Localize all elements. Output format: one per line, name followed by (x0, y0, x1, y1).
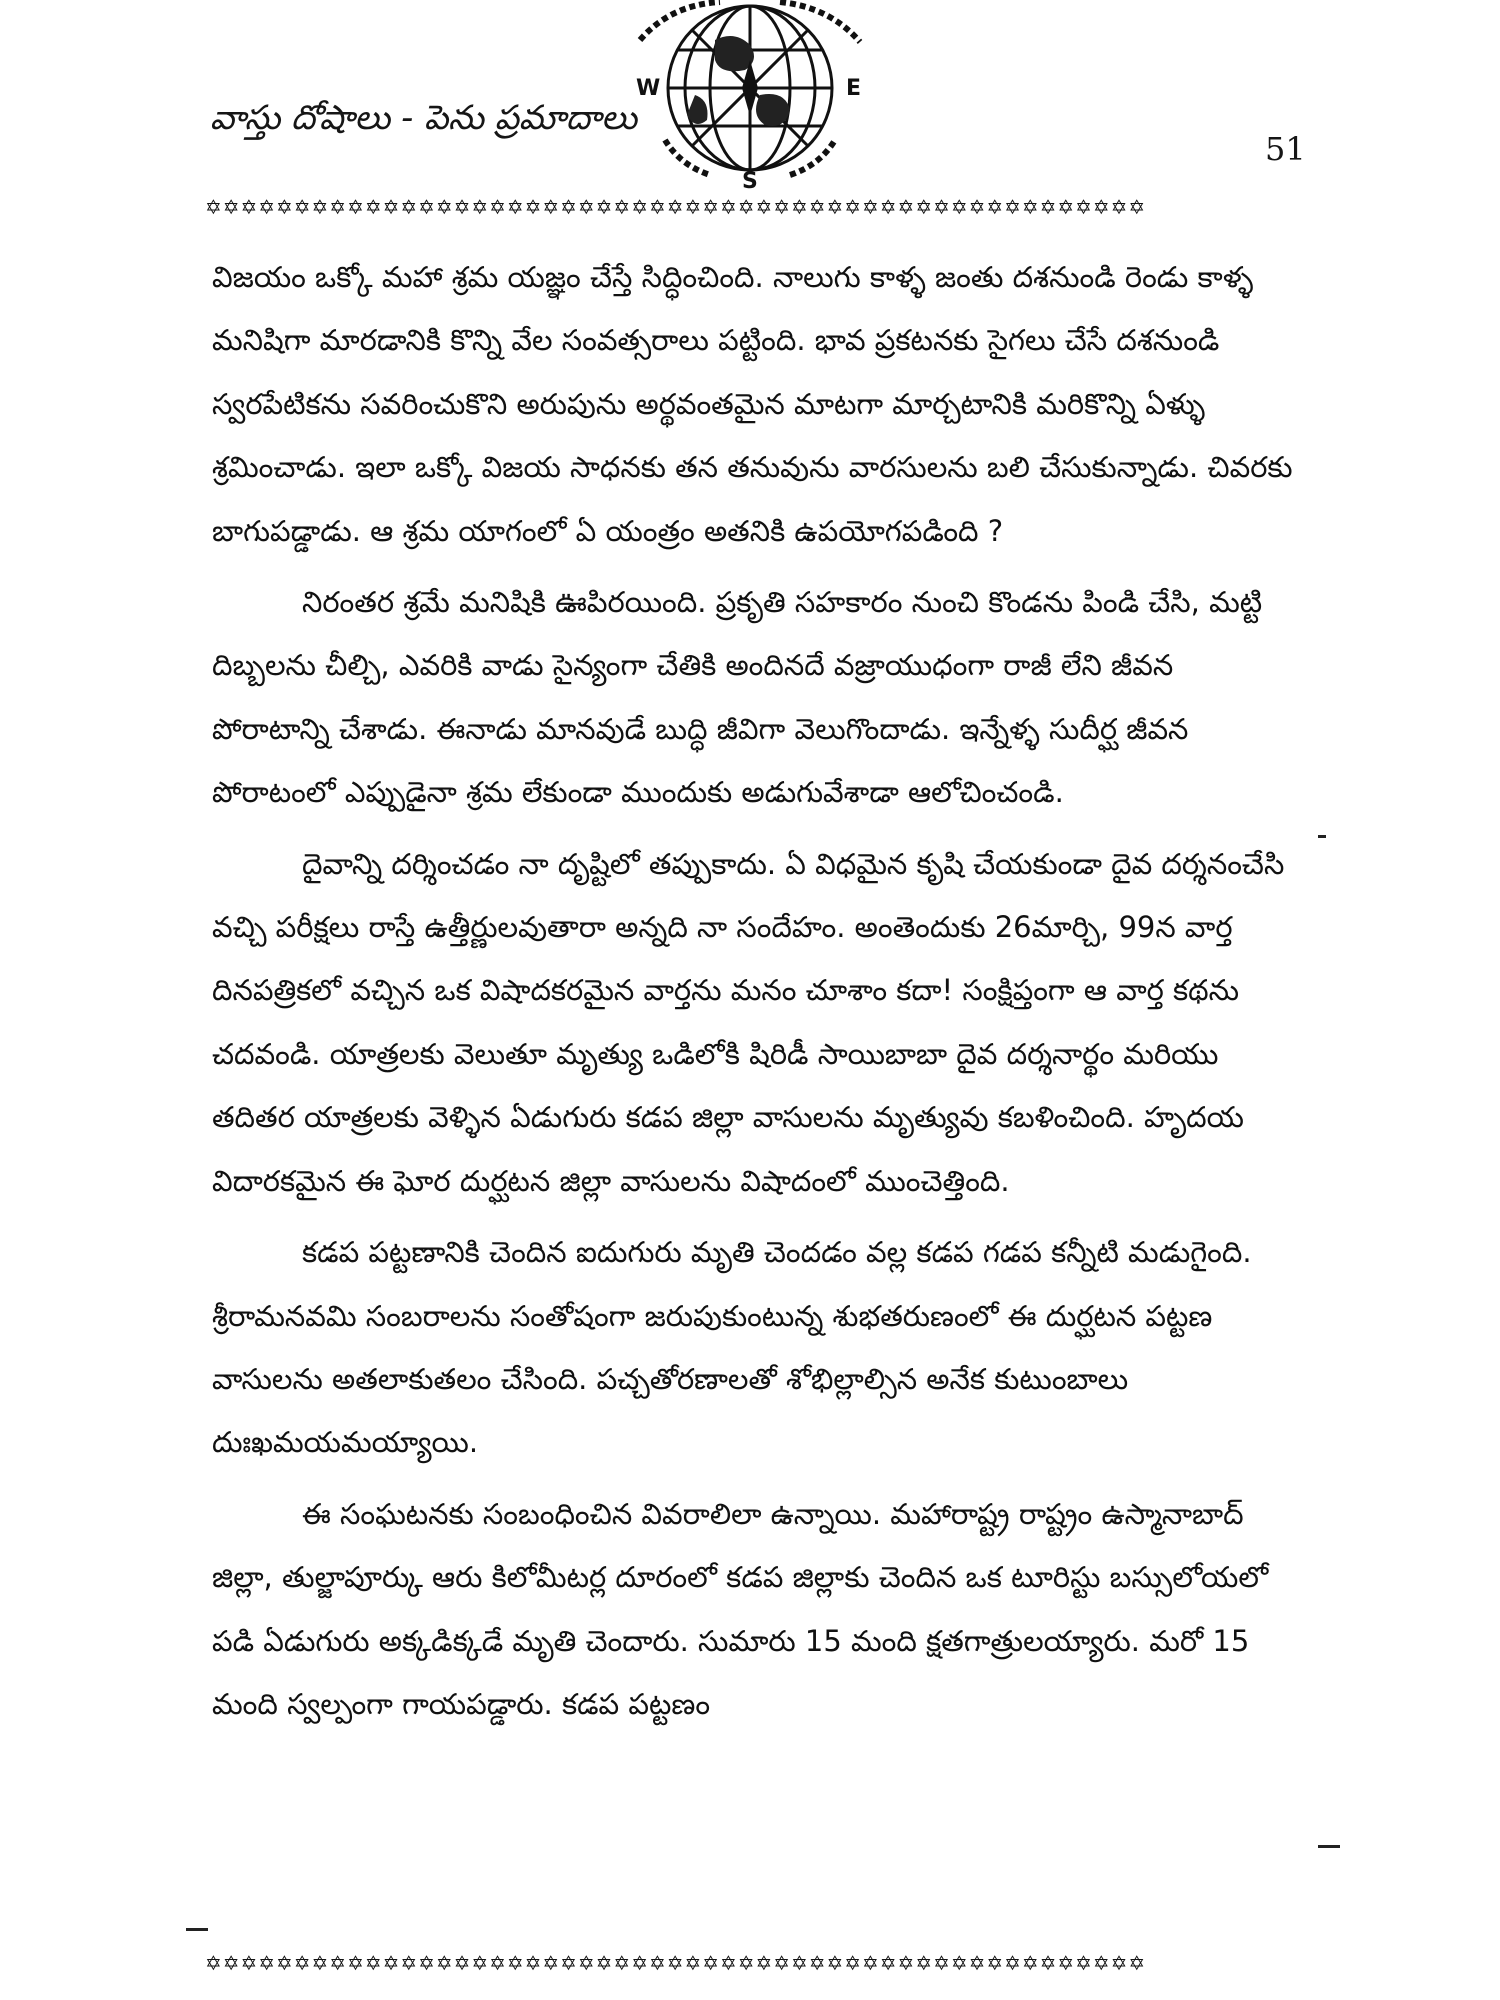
margin-dash-mark (186, 1928, 208, 1931)
body-text (212, 246, 1297, 1736)
paragraph-5: ఈ సంఘటనకు సంబంధించిన వివరాలిలా ఉన్నాయి. మహారాష్ట్ర రాష్ట్రం ఉస్మానాబాద్ జిల్లా, తుల్జాపూర్కు ఆరు కిలోమీటర్ల దూరంలో కడప జిల్లాకు చెందిన ఒక టూరిస్టు బస్సులోయలో పడి ఏడుగురు అక్కడిక్కడే మృతి చెందారు. సుమారు 15 మంది క్షతగాత్రులయ్యారు. మరో 15 మంది స్వల్పంగా గాయపడ్డారు. కడప పట్టణం (212, 1496, 1269, 1721)
paragraph-2: నిరంతర శ్రమే మనిషికి ఊపిరయింది. ప్రకృతి సహకారం నుంచి కొండను పిండి చేసి, మట్టి దిబ్బలను చీల్చి, ఎవరికి వాడు సైన్యంగా చేతికి అందినదే వజ్రాయుధంగా రాజీ లేని జీవన పోరాటాన్ని చేశాడు. ఈనాడు మానవుడే బుద్ధి జీవిగా వెలుగొందాడు. ఇన్నేళ్ళ సుదీర్ఘ జీవన పోరాటంలో ఎప్పుడైనా శ్రమ లేకుండా ముందుకు అడుగువేశాడా ఆలోచించండి. (212, 585, 1263, 810)
compass-south-label: S (742, 169, 758, 190)
margin-dash-mark (1318, 835, 1326, 838)
paragraph-4: కడప పట్టణానికి చెందిన ఐదుగురు మృతి చెందడం వల్ల కడప గడప కన్నీటి మడుగైంది. శ్రీరామనవమి సంబరాలను సంతోషంగా జరుపుకుంటున్న శుభతరుణంలో ఈ దుర్ఘటన పట్టణ వాసులను అతలాకుతలం చేసింది. పచ్చతోరణాలతో శోభిల్లాల్సిన అనేక కుటుంబాలు దుఃఖమయమయ్యాయి. (212, 1235, 1252, 1460)
compass-east-label: E (846, 76, 862, 101)
paragraph-1: విజయం ఒక్కో మహా శ్రమ యజ్ఞం చేస్తే సిద్ధించింది. నాలుగు కాళ్ళ జంతు దశనుండి రెండు కాళ్ళ మనిషిగా మారడానికి కొన్ని వేల సంవత్సరాలు పట్టింది. భావ ప్రకటనకు సైగలు చేసే దశనుండి స్వరపేటికను సవరించుకొని అరుపును అర్థవంతమైన మాటగా మార్చటానికి మరికొన్ని ఏళ్ళు శ్రమించాడు. ఇలా ఒక్కో విజయ సాధనకు తన తనువును వారసులను బలి చేసుకున్నాడు. చివరకు బాగుపడ్డాడు. ఆ శ్రమ యాగంలో ఏ యంత్రం అతనికి ఉపయోగపడింది ? (212, 260, 1293, 548)
margin-dash-mark (1318, 1845, 1340, 1848)
running-header-title: వాస్తు దోషాలు - పెను ప్రమాదాలు (210, 98, 637, 138)
globe-compass-icon (620, 0, 880, 190)
page-number: 51 (1265, 130, 1306, 168)
compass-west-label: W (636, 76, 661, 101)
top-ornament-border: ✡✡✡✡✡✡✡✡✡✡✡✡✡✡✡✡✡✡✡✡✡✡✡✡✡✡✡✡✡✡✡✡✡✡✡✡✡✡✡✡✡✡✡✡✡✡✡✡✡✡✡✡✡ (205, 195, 1147, 219)
bottom-ornament-border: ✡✡✡✡✡✡✡✡✡✡✡✡✡✡✡✡✡✡✡✡✡✡✡✡✡✡✡✡✡✡✡✡✡✡✡✡✡✡✡✡✡✡✡✡✡✡✡✡✡✡✡✡✡ (205, 1951, 1147, 1975)
paragraph-3: దైవాన్ని దర్శించడం నా దృష్టిలో తప్పుకాదు. ఏ విధమైన కృషి చేయకుండా దైవ దర్శనంచేసి వచ్చి పరీక్షలు రాస్తే ఉత్తీర్ణులవుతారా అన్నది నా సందేహం. అంతెందుకు 26మార్చి, 99న వార్త దినపత్రికలో వచ్చిన ఒక విషాదకరమైన వార్తను మనం చూశాం కదా! సంక్షిప్తంగా ఆ వార్త కథను చదవండి. యాత్రలకు వెలుతూ మృత్యు ఒడిలోకి షిరిడీ సాయిబాబా దైవ దర్శనార్థం మరియు తదితర యాత్రలకు వెళ్ళిన ఏడుగురు కడప జిల్లా వాసులను మృత్యువు కబళించింది. హృదయ విదారకమైన ఈ ఘోర దుర్ఘటన జిల్లా వాసులను విషాదంలో ముంచెత్తింది. (212, 846, 1285, 1198)
